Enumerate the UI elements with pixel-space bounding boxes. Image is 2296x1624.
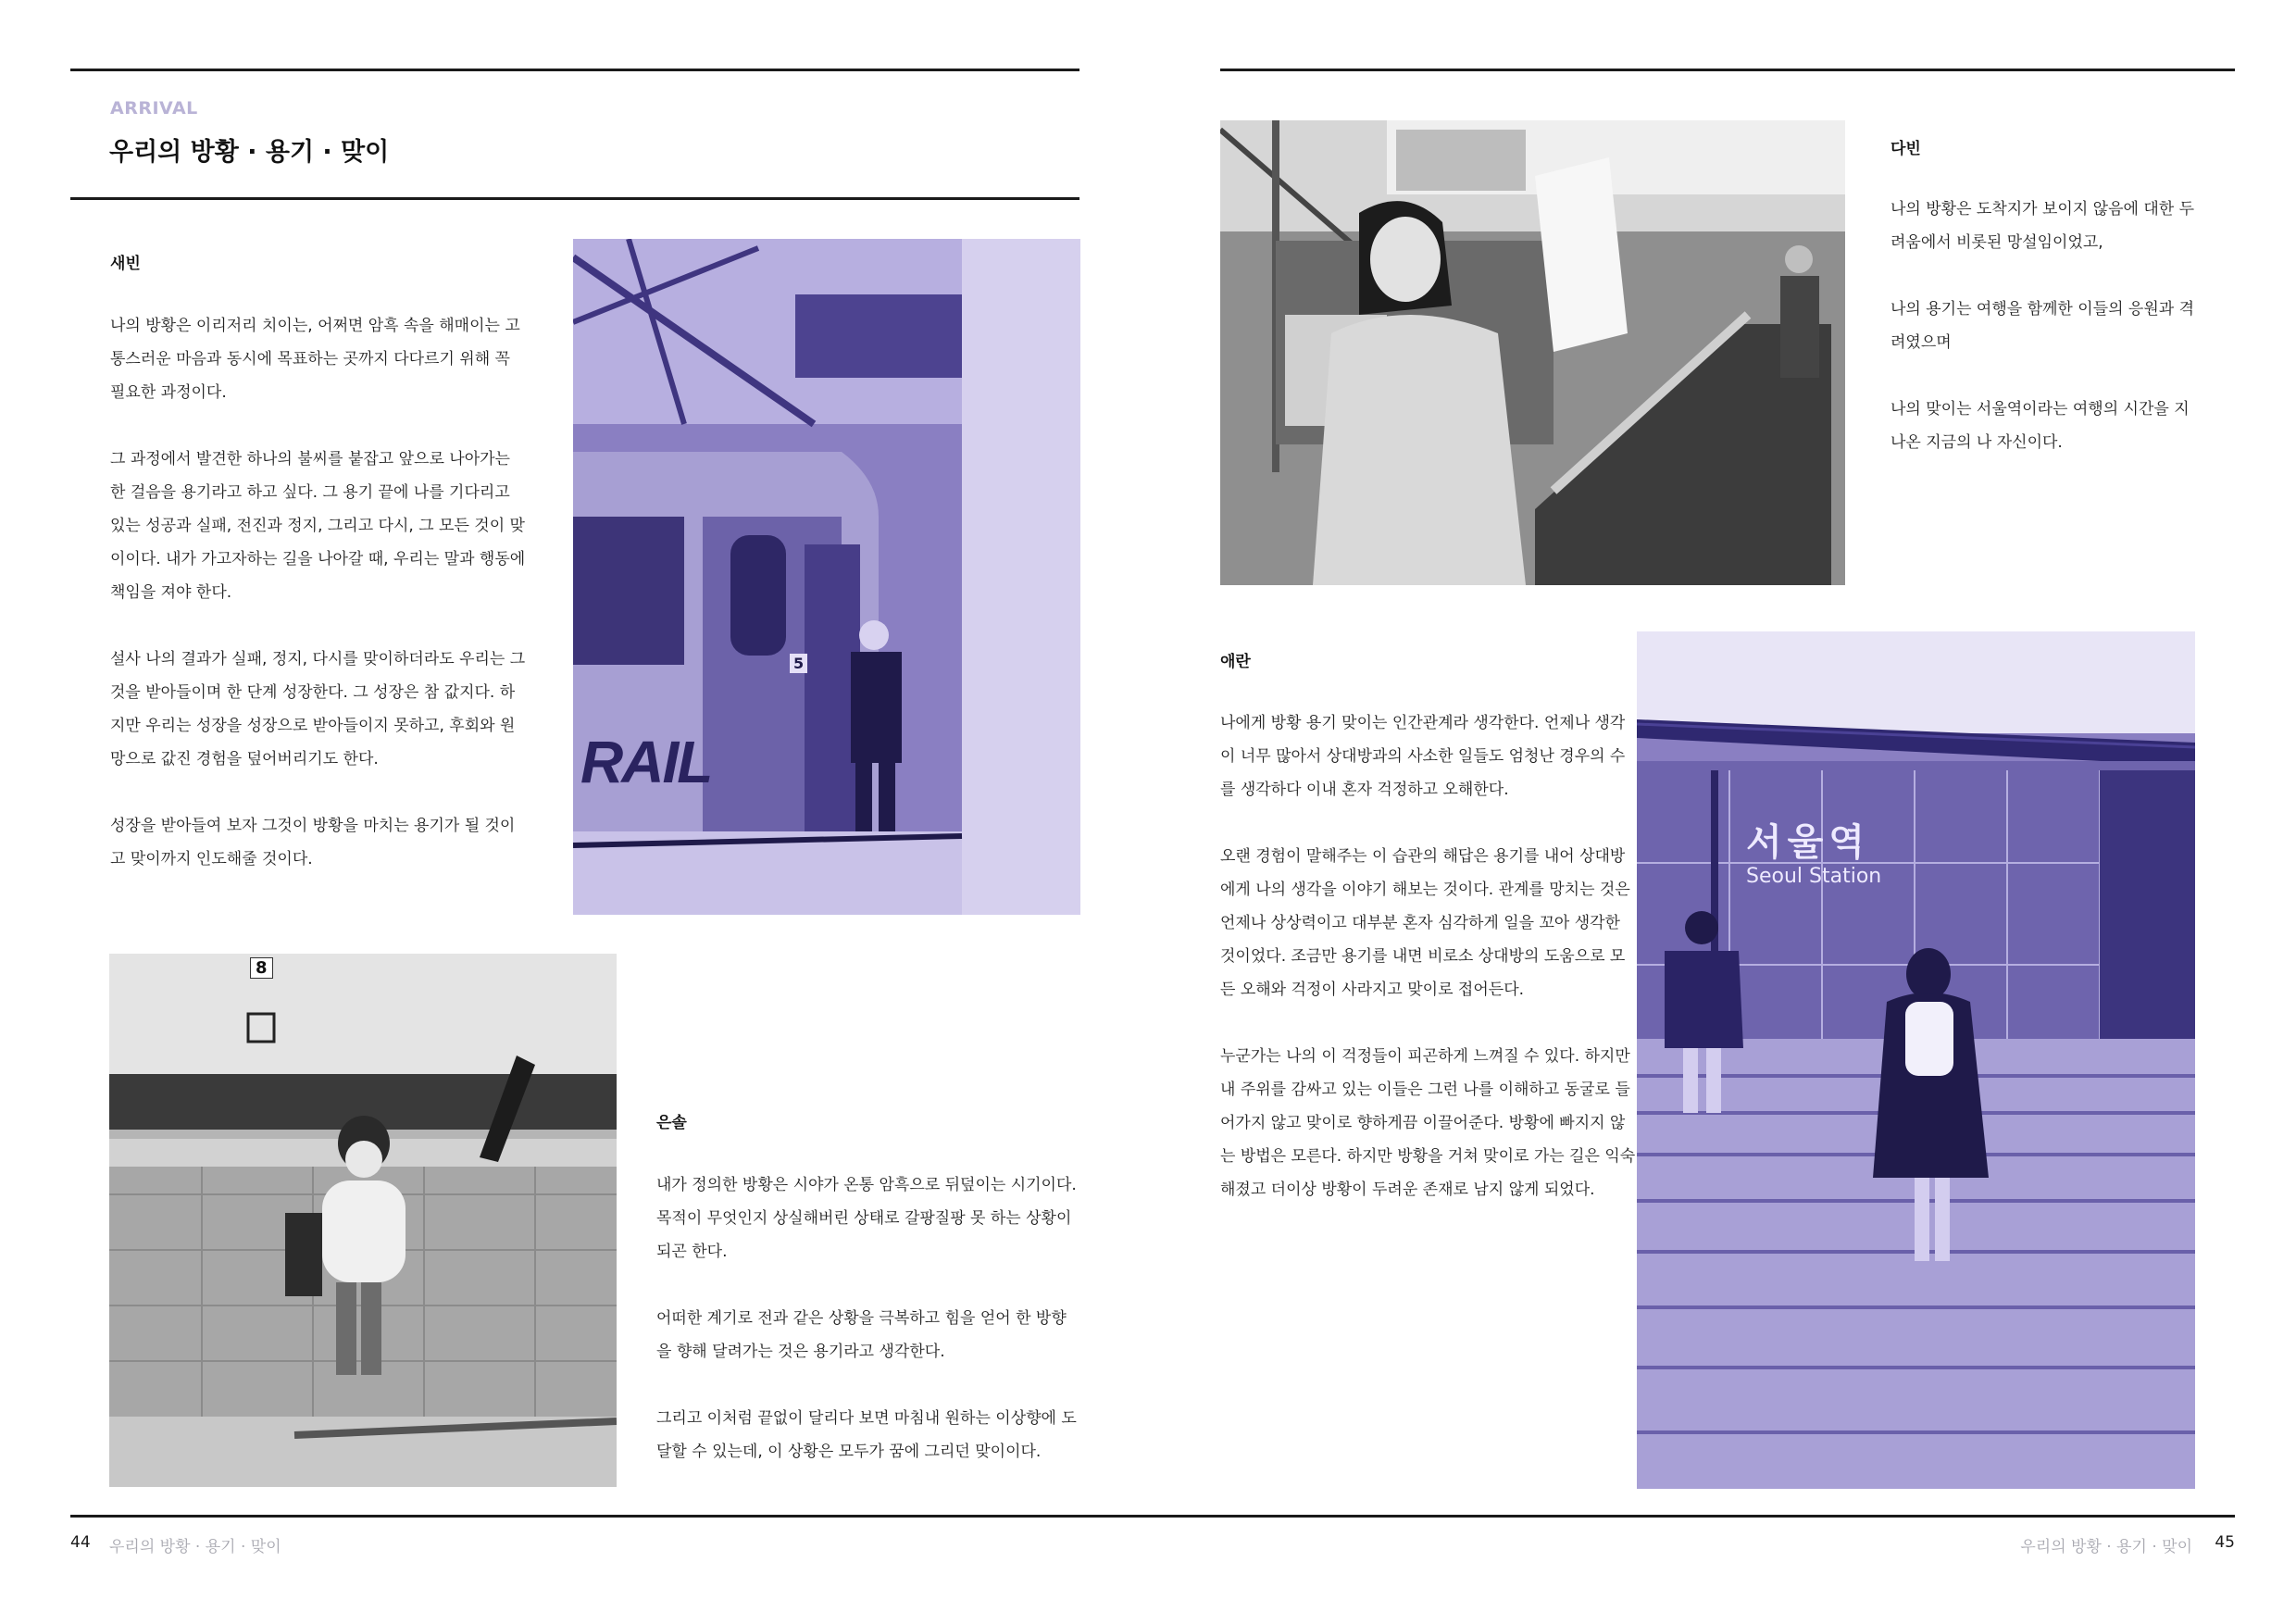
author-name-eunsol: 은솔 xyxy=(656,1114,687,1132)
footer-rule xyxy=(70,1515,2235,1518)
seoul-station-photo xyxy=(1637,631,2195,1489)
paragraph: 나의 맞이는 서울역이라는 여행의 시간을 지나온 지금의 나 자신이다. xyxy=(1890,400,2190,452)
running-title-right: 우리의 방황 · 용기 · 맞이 xyxy=(2020,1538,2192,1556)
essay-dabin xyxy=(1890,193,2196,459)
paragraph: 나에게 방황 용기 맞이는 인간관계라 생각한다. 언제나 생각이 너무 많아서 상대방과의 사소한 일들도 엄청난 경우의 수를 생각하다 이내 혼자 걱정하고 오해한다. xyxy=(1220,714,1626,799)
paragraph: 오랜 경험이 말해주는 이 습관의 해답은 용기를 내어 상대방에게 나의 생각을 이야기 해보는 것이다. 관계를 망치는 것은 언제나 상상력이고 대부분 혼자 심각하게 일을 꼬아 생각한 것이었다. 조금만 용기를 내면 비로소 상대방의 도움으로 모든 오해와 걱정이 사라지고 맞이로 접어든다. xyxy=(1220,847,1630,999)
platform-car-number: 8 xyxy=(250,957,273,979)
page-title: 우리의 방황 · 용기 · 맞이 xyxy=(109,138,390,167)
paragraph: 그 과정에서 발견한 하나의 불씨를 붙잡고 앞으로 나아가는 한 걸음을 용기라고 하고 싶다. 그 용기 끝에 나를 기다리고 있는 성공과 실패, 전진과 정지, 그리고 다시, 그 모든 것이 맞이이다. 내가 가고자하는 길을 나아갈 때, 우리는 말과 행동에 책임을 져야 한다. xyxy=(110,450,526,602)
paragraph: 어떠한 계기로 전과 같은 상황을 극복하고 힘을 얻어 한 방향을 향해 달려가는 것은 용기라고 생각한다. xyxy=(656,1309,1067,1361)
title-rule xyxy=(70,197,1079,200)
paragraph: 나의 방황은 도착지가 보이지 않음에 대한 두려움에서 비롯된 망설임이었고, xyxy=(1890,200,2195,252)
escalator-photo xyxy=(1220,120,1845,585)
page-number-right: 45 xyxy=(2215,1533,2235,1552)
top-rule-right xyxy=(1220,69,2235,71)
running-title-left: 우리의 방황 · 용기 · 맞이 xyxy=(109,1538,281,1556)
author-name-saebin: 새빈 xyxy=(110,255,141,273)
paragraph: 나의 방황은 이리저리 치이는, 어쩌면 암흑 속을 해매이는 고통스러운 마음과 동시에 목표하는 곳까지 다다르기 위해 꼭 필요한 과정이다. xyxy=(110,317,520,402)
essay-aeran xyxy=(1220,706,1639,1206)
platform-photo xyxy=(109,954,617,1487)
paragraph: 누군가는 나의 이 걱정들이 피곤하게 느껴질 수 있다. 하지만 내 주위를 감싸고 있는 이들은 그런 나를 이해하고 동굴로 들어가지 않고 맞이로 향하게끔 이끌어준다. 방황에 빠지지 않는 방법은 모른다. 하지만 방황을 거쳐 맞이로 가는 길은 익숙해졌고 더이상 방황이 두려운 존재로 남지 않게 되었다. xyxy=(1220,1047,1636,1199)
page-number-left: 44 xyxy=(70,1533,91,1552)
paragraph: 설사 나의 결과가 실패, 정지, 다시를 맞이하더라도 우리는 그것을 받아들이며 한 단계 성장한다. 그 성장은 참 값지다. 하지만 우리는 성장을 성장으로 받아들이지 못하고, 후회와 원망으로 값진 경험을 덮어버리기도 한다. xyxy=(110,650,526,768)
section-kicker: ARRIVAL xyxy=(110,98,198,119)
station-sign-korean: 서울역 xyxy=(1746,821,1870,864)
author-name-aeran: 애란 xyxy=(1220,653,1251,671)
top-rule-left xyxy=(70,69,1079,71)
paragraph: 그리고 이처럼 끝없이 달리다 보면 마침내 원하는 이상향에 도달할 수 있는데, 이 상황은 모두가 꿈에 그리던 맞이이다. xyxy=(656,1409,1077,1461)
train-photo xyxy=(573,239,1080,915)
paragraph: 나의 용기는 여행을 함께한 이들의 응원과 격려였으며 xyxy=(1890,300,2195,352)
essay-eunsol xyxy=(656,1168,1080,1468)
author-name-dabin: 다빈 xyxy=(1890,140,1921,158)
essay-saebin xyxy=(110,309,527,876)
train-door-number: 5 xyxy=(790,654,807,673)
train-rail-text: RAIL xyxy=(580,729,712,795)
station-sign-english: Seoul Station xyxy=(1746,865,1882,888)
paragraph: 성장을 받아들여 보자 그것이 방황을 마치는 용기가 될 것이고 맞이까지 인도해줄 것이다. xyxy=(110,817,516,868)
paragraph: 내가 정의한 방황은 시야가 온통 암흑으로 뒤덮이는 시기이다. 목적이 무엇인지 상실해버린 상태로 갈팡질팡 못 하는 상황이 되곤 한다. xyxy=(656,1176,1077,1261)
